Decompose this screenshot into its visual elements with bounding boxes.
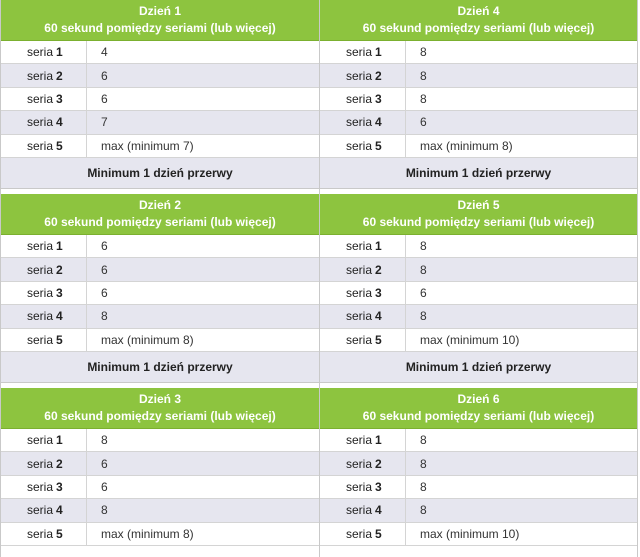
day-header xyxy=(320,388,637,429)
set-reps: 8 xyxy=(420,91,427,106)
set-number: 5 xyxy=(375,332,382,347)
set-prefix: seria xyxy=(27,479,54,494)
sets-list xyxy=(320,429,637,546)
day-rest-interval: 60 sekund pomiędzy seriami (lub więcej) xyxy=(44,409,276,423)
set-prefix: seria xyxy=(27,503,54,518)
set-row xyxy=(1,235,319,258)
day-title: Dzień 6 xyxy=(457,392,500,406)
set-prefix: seria xyxy=(27,68,54,83)
set-prefix: seria xyxy=(27,526,54,541)
day-rest-interval: 60 sekund pomiędzy seriami (lub więcej) xyxy=(44,215,276,229)
set-row xyxy=(1,429,319,452)
set-row xyxy=(1,258,319,281)
set-label xyxy=(320,499,406,521)
set-reps: 6 xyxy=(101,91,108,106)
day-header xyxy=(1,0,319,41)
set-reps: max (minimum 10) xyxy=(420,332,520,347)
set-reps: 8 xyxy=(101,433,108,448)
set-number: 4 xyxy=(375,115,382,130)
day-title: Dzień 2 xyxy=(138,198,181,212)
set-reps: max (minimum 8) xyxy=(101,332,194,347)
set-label xyxy=(1,476,87,498)
set-row xyxy=(320,88,637,111)
sets-list xyxy=(320,41,637,158)
set-label xyxy=(1,523,87,545)
set-reps: 8 xyxy=(420,239,427,254)
set-label xyxy=(320,452,406,474)
set-prefix: seria xyxy=(346,68,373,83)
day-block xyxy=(320,388,638,557)
set-label xyxy=(1,329,87,351)
set-reps: 4 xyxy=(101,45,108,60)
set-number: 2 xyxy=(56,68,63,83)
set-number: 3 xyxy=(375,479,382,494)
set-reps: 8 xyxy=(420,45,427,60)
set-prefix: seria xyxy=(346,239,373,254)
set-number: 3 xyxy=(56,285,63,300)
set-row xyxy=(320,452,637,475)
set-row xyxy=(320,258,637,281)
set-label xyxy=(1,305,87,327)
set-reps: 6 xyxy=(101,262,108,277)
set-prefix: seria xyxy=(27,115,54,130)
set-label xyxy=(1,499,87,521)
set-reps: 8 xyxy=(420,479,427,494)
sets-list xyxy=(1,41,319,158)
set-number: 5 xyxy=(56,138,63,153)
set-label xyxy=(1,88,87,110)
day-rest-interval: 60 sekund pomiędzy seriami (lub więcej) xyxy=(362,215,595,229)
set-number: 3 xyxy=(56,91,63,106)
set-reps: 6 xyxy=(420,285,427,300)
set-row xyxy=(320,476,637,499)
set-number: 1 xyxy=(56,433,63,448)
set-reps: 8 xyxy=(420,456,427,471)
set-prefix: seria xyxy=(346,433,373,448)
day-title: Dzień 1 xyxy=(138,4,181,18)
set-number: 2 xyxy=(56,262,63,277)
set-row xyxy=(1,111,319,134)
set-label xyxy=(320,111,406,133)
set-prefix: seria xyxy=(27,309,54,324)
day-header xyxy=(1,388,319,429)
set-number: 2 xyxy=(56,456,63,471)
set-number: 1 xyxy=(56,239,63,254)
set-prefix: seria xyxy=(346,115,373,130)
set-reps: 6 xyxy=(101,285,108,300)
set-reps: 8 xyxy=(420,262,427,277)
set-reps: max (minimum 8) xyxy=(420,138,513,153)
set-number: 1 xyxy=(375,239,382,254)
day-rest-interval: 60 sekund pomiędzy seriami (lub więcej) xyxy=(362,21,595,35)
set-number: 5 xyxy=(56,526,63,541)
set-row xyxy=(1,329,319,352)
day-rest-interval: 60 sekund pomiędzy seriami (lub więcej) xyxy=(44,21,276,35)
set-prefix: seria xyxy=(27,138,54,153)
set-label xyxy=(320,258,406,280)
set-label xyxy=(1,258,87,280)
set-number: 5 xyxy=(375,526,382,541)
set-row xyxy=(320,64,637,87)
set-number: 4 xyxy=(56,309,63,324)
set-label xyxy=(1,111,87,133)
set-label xyxy=(1,64,87,86)
set-row xyxy=(320,499,637,522)
set-row xyxy=(320,429,637,452)
set-row xyxy=(1,305,319,328)
set-row xyxy=(320,305,637,328)
set-number: 4 xyxy=(375,503,382,518)
set-number: 3 xyxy=(375,285,382,300)
sets-list xyxy=(320,235,637,352)
set-number: 1 xyxy=(56,45,63,60)
set-reps: 6 xyxy=(101,239,108,254)
set-reps: 6 xyxy=(101,456,108,471)
set-number: 2 xyxy=(375,68,382,83)
rest-day-note: Minimum 1 dzień przerwy xyxy=(320,158,637,189)
set-label xyxy=(320,476,406,498)
set-prefix: seria xyxy=(346,332,373,347)
set-label xyxy=(1,235,87,257)
set-prefix: seria xyxy=(346,138,373,153)
day-header xyxy=(320,0,637,41)
day-block xyxy=(1,0,320,194)
rest-day-note: Minimum 1 dzień przerwy xyxy=(1,352,319,383)
set-prefix: seria xyxy=(346,479,373,494)
day-title: Dzień 5 xyxy=(457,198,500,212)
set-reps: 6 xyxy=(101,479,108,494)
set-row xyxy=(320,235,637,258)
set-label xyxy=(320,305,406,327)
set-label xyxy=(320,523,406,545)
set-prefix: seria xyxy=(27,433,54,448)
set-reps: 8 xyxy=(420,309,427,324)
set-row xyxy=(1,452,319,475)
set-prefix: seria xyxy=(346,262,373,277)
set-row xyxy=(320,523,637,546)
sets-list xyxy=(1,235,319,352)
day-title: Dzień 4 xyxy=(457,4,500,18)
set-prefix: seria xyxy=(27,456,54,471)
set-prefix: seria xyxy=(346,45,373,60)
set-row xyxy=(320,282,637,305)
set-number: 4 xyxy=(375,309,382,324)
set-label xyxy=(1,452,87,474)
set-reps: 8 xyxy=(420,68,427,83)
set-reps: max (minimum 10) xyxy=(420,526,520,541)
set-reps: 6 xyxy=(101,68,108,83)
set-label xyxy=(320,41,406,63)
set-row xyxy=(1,499,319,522)
rest-day-note: Minimum 1 dzień przerwy xyxy=(1,158,319,189)
set-label xyxy=(1,282,87,304)
set-reps: 7 xyxy=(101,115,108,130)
set-row xyxy=(1,41,319,64)
day-title: Dzień 3 xyxy=(138,392,181,406)
set-number: 3 xyxy=(56,479,63,494)
set-prefix: seria xyxy=(27,285,54,300)
set-number: 5 xyxy=(375,138,382,153)
rest-day-note: Minimum 1 dzień przerwy xyxy=(320,352,637,383)
set-number: 2 xyxy=(375,262,382,277)
set-label xyxy=(320,135,406,157)
set-row xyxy=(320,135,637,158)
set-prefix: seria xyxy=(27,262,54,277)
set-row xyxy=(1,135,319,158)
set-row xyxy=(320,41,637,64)
set-prefix: seria xyxy=(346,309,373,324)
set-number: 1 xyxy=(375,45,382,60)
day-block xyxy=(1,388,320,557)
set-prefix: seria xyxy=(27,91,54,106)
set-prefix: seria xyxy=(346,456,373,471)
set-reps: 8 xyxy=(101,309,108,324)
set-row xyxy=(320,329,637,352)
day-rest-interval: 60 sekund pomiędzy seriami (lub więcej) xyxy=(362,409,595,423)
set-reps: max (minimum 7) xyxy=(101,138,194,153)
set-row xyxy=(1,523,319,546)
set-prefix: seria xyxy=(27,332,54,347)
set-label xyxy=(320,88,406,110)
set-label xyxy=(320,282,406,304)
set-row xyxy=(1,88,319,111)
set-row xyxy=(1,282,319,305)
set-number: 3 xyxy=(375,91,382,106)
set-reps: 8 xyxy=(101,503,108,518)
set-row xyxy=(320,111,637,134)
set-prefix: seria xyxy=(27,45,54,60)
set-label xyxy=(320,329,406,351)
set-reps: max (minimum 8) xyxy=(101,526,194,541)
set-prefix: seria xyxy=(27,239,54,254)
day-block xyxy=(1,194,320,388)
set-prefix: seria xyxy=(346,503,373,518)
sets-list xyxy=(1,429,319,546)
set-label xyxy=(320,235,406,257)
set-reps: 8 xyxy=(420,503,427,518)
set-number: 4 xyxy=(56,115,63,130)
set-label xyxy=(320,429,406,451)
set-number: 5 xyxy=(56,332,63,347)
set-number: 1 xyxy=(375,433,382,448)
set-reps: 8 xyxy=(420,433,427,448)
day-block xyxy=(320,0,638,194)
set-label xyxy=(1,41,87,63)
day-header xyxy=(1,194,319,235)
set-reps: 6 xyxy=(420,115,427,130)
set-number: 2 xyxy=(375,456,382,471)
set-number: 4 xyxy=(56,503,63,518)
set-label xyxy=(320,64,406,86)
set-prefix: seria xyxy=(346,526,373,541)
day-header xyxy=(320,194,637,235)
day-block xyxy=(320,194,638,388)
set-label xyxy=(1,135,87,157)
set-row xyxy=(1,476,319,499)
set-row xyxy=(1,64,319,87)
set-label xyxy=(1,429,87,451)
set-prefix: seria xyxy=(346,285,373,300)
set-prefix: seria xyxy=(346,91,373,106)
